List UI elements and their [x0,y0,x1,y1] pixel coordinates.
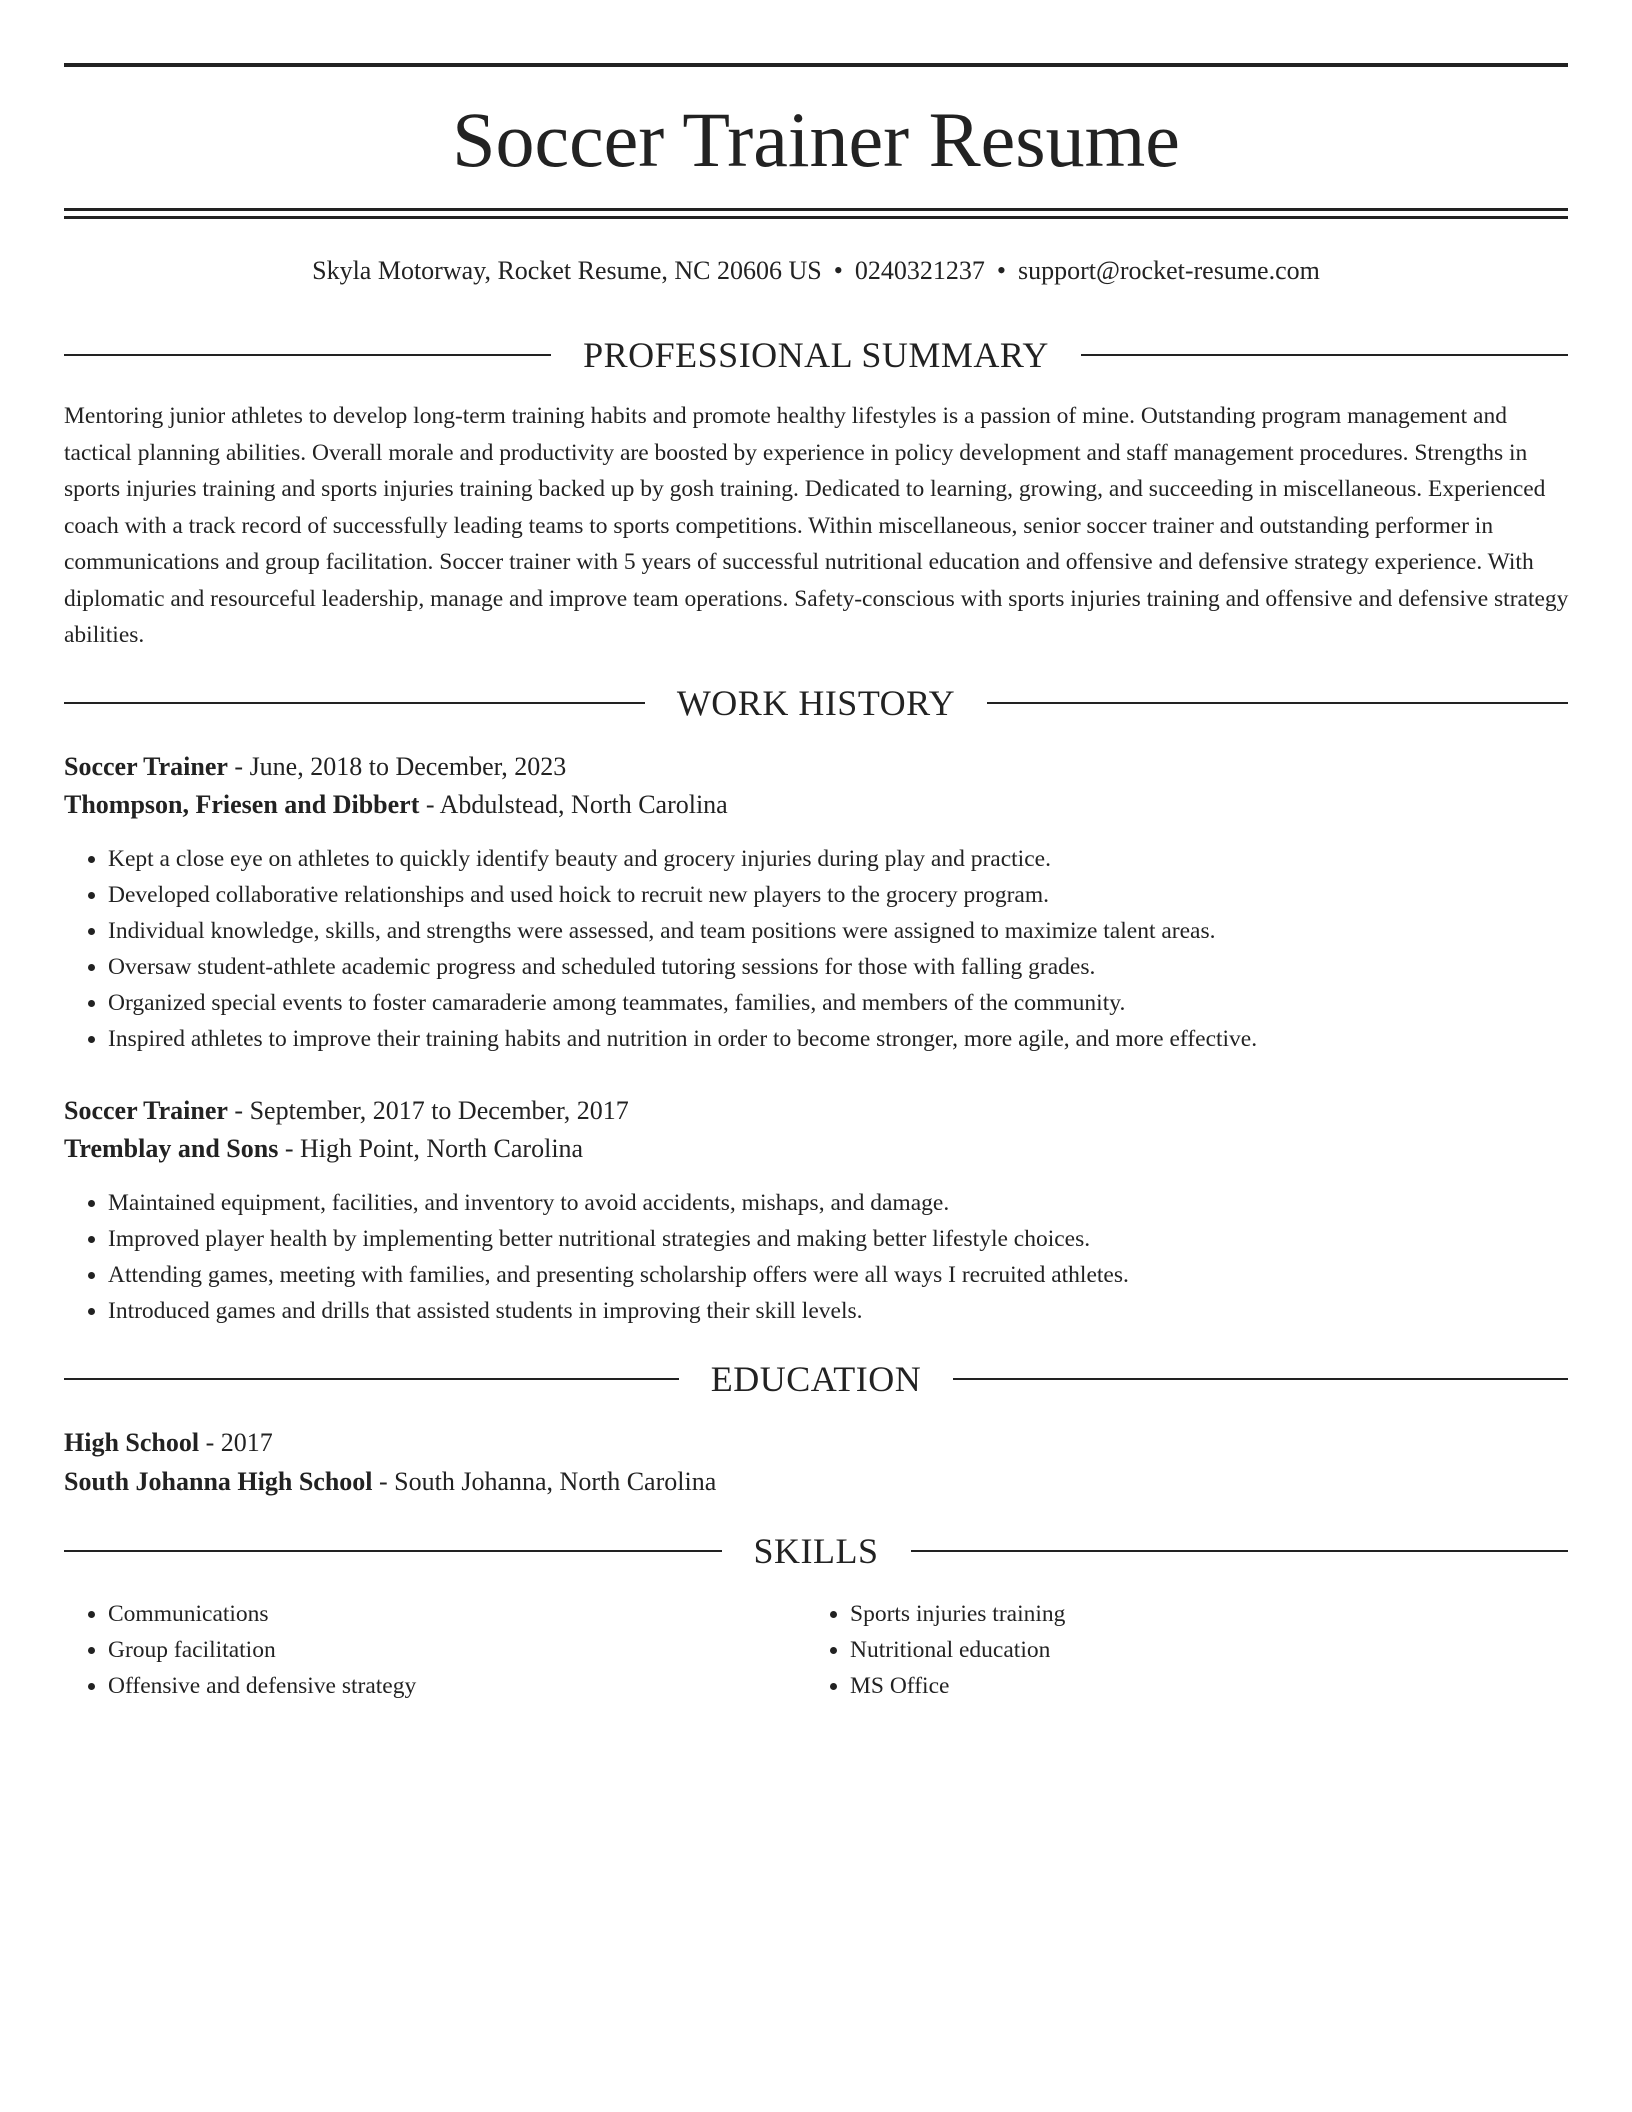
section-rule-right [953,1378,1568,1380]
header-top-rule [64,63,1568,67]
job-2-location: - High Point, North Carolina [278,1134,584,1163]
section-header-education [64,1357,1568,1401]
section-rule-left [64,1378,679,1380]
section-rule-right [911,1550,1569,1552]
section-rule-right [1081,354,1568,356]
section-title-skills: SKILLS [753,1531,879,1571]
job-1-company: Thompson, Friesen and Dibbert [64,790,420,819]
list-item: • Oversaw student-athlete academic progress and scheduled tutoring sessions for those with falling grades. [108,949,1612,985]
job-2-title-line [64,1093,1568,1129]
job-1-title-line [64,749,1568,785]
list-item: • Improved player health by implementing better nutritional strategies and making better lifestyle choices. [108,1221,1612,1257]
section-rule-left [64,354,551,356]
skill-item: • Sports injuries training [850,1596,1548,1632]
section-rule-left [64,702,645,704]
education-location: - South Johanna, North Carolina [372,1467,717,1496]
header-bottom-rule-2 [64,216,1568,219]
list-item: • Individual knowledge, skills, and strengths were assessed, and team positions were assigned to maximize talent areas. [108,913,1612,949]
list-item: • Attending games, meeting with families, and presenting scholarship offers were all ways I recruited athletes. [108,1257,1612,1293]
list-item: • Organized special events to foster camaraderie among teammates, families, and members of the community. [108,985,1612,1021]
section-rule-right [987,702,1568,704]
education-year: - 2017 [199,1428,273,1457]
summary-text: Mentoring junior athletes to develop long-term training habits and promote healthy lifestyles is a passion of mine. Outstanding program management and tactical planning abilities. Overall morale and productivity are boosted by experience in policy development and staff management procedures. Strengths in sports injuries training and sports injuries training backed up by gosh training. Dedicated to learning, growing, and succeeding in miscellaneous. Experienced coach with a track record of successfully leading teams to sports competitions. Within miscellaneous, senior soccer trainer and outstanding performer in communications and group facilitation. Soccer trainer with 5 years of successful nutritional education and offensive and defensive strategy experience. With diplomatic and resourceful leadership, manage and improve team operations. Safety-conscious with sports injuries training and offensive and defensive strategy abilities. [64,403,1569,648]
list-item: • Inspired athletes to improve their training habits and nutrition in order to become stronger, more agile, and more effective. [108,1021,1612,1057]
section-header-summary [64,333,1568,377]
job-2-company-line [64,1131,1568,1167]
contact-separator: • [996,256,1006,285]
skill-item: • Group facilitation [108,1632,806,1668]
list-item: • Maintained equipment, facilities, and inventory to avoid accidents, mishaps, and damage. [108,1185,1612,1221]
section-header-skills [64,1529,1568,1573]
contact-address: Skyla Motorway, Rocket Resume, NC 20606 US [312,256,822,285]
skill-item: • Nutritional education [850,1632,1548,1668]
education-degree-line [64,1425,1568,1461]
section-title-education: EDUCATION [710,1359,922,1399]
skill-item: • Offensive and defensive strategy [108,1668,806,1704]
section-header-work [64,681,1568,725]
skill-item: • Communications [108,1596,806,1632]
job-1-role: Soccer Trainer [64,752,228,781]
job-1-bullets [64,841,1612,1057]
resume-title: Soccer Trainer Resume [452,96,1180,183]
skills-column-right [806,1596,1548,1704]
section-rule-left [64,1550,722,1552]
skills-list [64,1596,1568,1704]
job-1-company-line [64,787,1568,823]
job-1-dates: - June, 2018 to December, 2023 [227,752,567,781]
job-2-company: Tremblay and Sons [64,1134,279,1163]
education-school-line [64,1464,1568,1500]
skill-item: • MS Office [850,1668,1548,1704]
contact-phone: 0240321237 [854,256,985,285]
job-1-location: - Abdulstead, North Carolina [419,790,728,819]
list-item: • Introduced games and drills that assisted students in improving their skill levels. [108,1293,1612,1329]
education-school: South Johanna High School [64,1467,373,1496]
job-2-bullets [64,1185,1612,1329]
education-degree: High School [64,1428,200,1457]
contact-email: support@rocket-resume.com [1017,256,1320,285]
skills-column-left [64,1596,806,1704]
section-title-work: WORK HISTORY [676,683,956,723]
section-title-summary: PROFESSIONAL SUMMARY [583,335,1049,375]
contact-line [64,253,1568,289]
header-bottom-rule-1 [64,208,1568,211]
job-2-role: Soccer Trainer [64,1096,228,1125]
job-2-dates: - September, 2017 to December, 2017 [227,1096,629,1125]
list-item: • Kept a close eye on athletes to quickly identify beauty and grocery injuries during play and practice. [108,841,1612,877]
list-item: • Developed collaborative relationships and used hoick to recruit new players to the grocery program. [108,877,1612,913]
contact-separator: • [833,256,843,285]
